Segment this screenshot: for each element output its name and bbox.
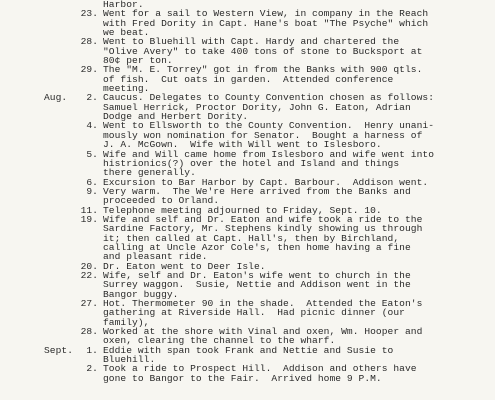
diary-entry-continuation <box>0 308 495 317</box>
entry-text: with Fred Dority in Capt. Hane's boat "The Psyche" which <box>103 17 429 29</box>
entry-text: Bluehill. <box>103 354 156 366</box>
entry-text: Went to Bluehill with Capt. Hardy and chartered the <box>103 36 400 48</box>
diary-entry-continuation <box>0 19 495 28</box>
entry-text: J. A. McGown. Wife with Will went to Islesboro. <box>103 139 382 151</box>
entry-text: histrionics(?) over the hotel and Island and things <box>103 157 400 169</box>
diary-entry-continuation <box>0 75 495 84</box>
diary-entry-continuation <box>0 159 495 168</box>
entry-text: Eddie with span took Frank and Nettie and Susie to <box>103 344 394 356</box>
diary-entry-continuation <box>0 47 495 56</box>
entry-text: gone to Bangor to the Fair. Arrived home 9 P.M. <box>103 372 382 384</box>
entry-text: meeting. <box>103 83 150 95</box>
entry-day: 28. <box>80 36 98 48</box>
entry-text: The "M. E. Torrey" got in from the Banks with 900 qtls. <box>103 64 423 76</box>
entry-text: Went for a sail to Western View, in company in the Reach <box>103 8 429 20</box>
entry-text: it; then called at Capt. Hall's, then by Birchland, <box>103 232 400 244</box>
entry-day: 19. <box>80 213 98 225</box>
entry-text: "Olive Avery" to take 400 tons of stone to Bucksport at <box>103 45 423 57</box>
diary-entry-continuation <box>0 243 495 252</box>
entry-day: 29. <box>80 64 98 76</box>
entry-month: Aug. <box>44 92 68 104</box>
entry-day: 9. <box>86 185 98 197</box>
entry-text: there generally. <box>103 167 196 179</box>
entry-text: 80¢ per ton. <box>103 55 173 67</box>
entry-text: of fish. Cut oats in garden. Attended conference <box>103 73 394 85</box>
entry-text: gathering at Riverside Hall. Had picnic dinner (our <box>103 307 405 319</box>
entry-text: Dodge and Herbert Dority. <box>103 111 249 123</box>
entry-text: Excursion to Bar Harbor by Capt. Barbour. Addison went. <box>103 176 429 188</box>
entry-text: family), <box>103 316 150 328</box>
entry-day: 2. <box>86 92 98 104</box>
entry-day: 4. <box>86 120 98 132</box>
entry-day: 6. <box>86 176 98 188</box>
entry-text: Harbor. <box>103 0 144 10</box>
entry-text: Caucus. Delegates to County Convention chosen as follows: <box>103 92 435 104</box>
entry-day: 1. <box>86 344 98 356</box>
diary-entry <box>0 187 495 196</box>
entry-day: 27. <box>80 298 98 309</box>
entry-text: Dr. Eaton went to Deer Isle. <box>103 260 266 272</box>
entry-text: Bangor buggy. <box>103 288 179 300</box>
entry-text: we beat. <box>103 27 150 39</box>
entry-text: Wife and self and Dr. Eaton and wife took a ride to the <box>103 213 423 225</box>
entry-text: Went to Ellsworth to the County Convention. Henry unani- <box>103 120 435 132</box>
entry-text: Worked at the shore with Vinal and oxen, Wm. Hooper and <box>103 326 423 338</box>
entry-text: oxen, clearing the channel to the wharf. <box>103 335 336 347</box>
entry-day: 5. <box>86 148 98 160</box>
entry-day: 11. <box>80 204 98 216</box>
entry-text: Wife and Will came home from Islesboro and wife went into <box>103 148 435 160</box>
entry-text: Hot. Thermometer 90 in the shade. Attended the Eaton's <box>103 298 423 309</box>
entry-day: 28. <box>80 326 98 338</box>
entry-month: Sept. <box>44 344 74 356</box>
entry-day: 22. <box>80 269 98 281</box>
entry-text: Surrey waggon. Susie, Nettie and Addison went in the <box>103 279 411 291</box>
entry-text: Samuel Herrick, Proctor Dority, John G. Eaton, Adrian <box>103 101 411 113</box>
entry-text: Took a ride to Prospect Hill. Addison and others have <box>103 363 417 375</box>
diary-entry-continuation <box>0 280 495 289</box>
entry-text: Wife, self and Dr. Eaton's wife went to church in the <box>103 269 411 281</box>
entry-day: 23. <box>80 8 98 20</box>
entry-text: Very warm. The We're Here arrived from the Banks and <box>103 185 411 197</box>
entry-text: Telephone meeting adjourned to Friday, Sept. 10. <box>103 204 382 216</box>
diary-entry-continuation <box>0 374 495 383</box>
entry-day: 20. <box>80 260 98 272</box>
entry-text: proceeded to Orland. <box>103 195 220 207</box>
diary-entry <box>0 346 495 355</box>
entry-text: calling at Uncle Azor Cole's, then home having a fine <box>103 241 411 253</box>
entry-text: Sardine Factory, Mr. Stephens kindly showing us through <box>103 223 423 235</box>
entry-text: mously won nomination for Senator. Bought a harness of <box>103 129 423 141</box>
entry-day: 2. <box>86 363 98 375</box>
entry-text: and pleasant ride. <box>103 251 208 263</box>
